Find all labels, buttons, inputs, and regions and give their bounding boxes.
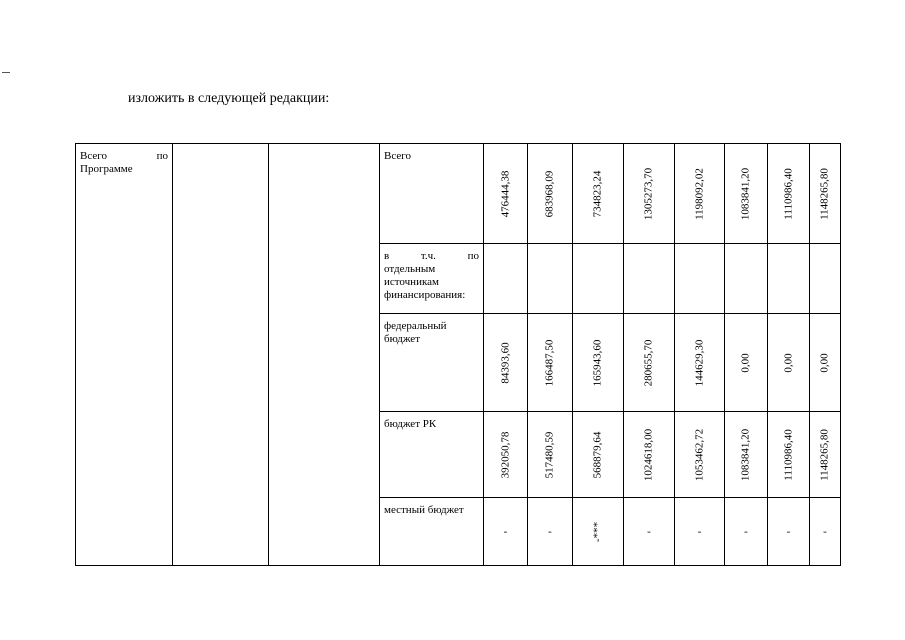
- value-text: -: [744, 525, 748, 537]
- value-text: 683968,09: [543, 170, 556, 217]
- value-text: 1148265,80: [818, 428, 831, 481]
- value-text: 0,00: [782, 352, 794, 373]
- value-cell: [725, 314, 768, 412]
- value-text: 1083841,20: [739, 428, 752, 481]
- program-label-cell: [76, 144, 173, 566]
- value-text: -***: [591, 521, 604, 542]
- value-text: 517480,59: [543, 431, 556, 478]
- subheader-word: по: [467, 250, 479, 262]
- subheader-line: источникам: [384, 276, 439, 288]
- value-cell: [675, 498, 725, 566]
- value-text: 392050,78: [499, 431, 511, 478]
- value-cell: [573, 144, 624, 244]
- value-text: 1110986,40: [782, 428, 794, 481]
- value-cell: [768, 498, 810, 566]
- value-cell: [528, 314, 573, 412]
- value-cell: [528, 498, 573, 566]
- value-text: 144629,30: [693, 339, 705, 386]
- value-text: 84393,60: [499, 341, 511, 384]
- source-cell-regional: бюджет РК: [380, 412, 484, 498]
- value-text: -: [647, 525, 651, 537]
- value-text: 476444,38: [499, 170, 511, 217]
- empty-value-cell: [624, 244, 675, 314]
- value-cell: [624, 412, 675, 498]
- empty-value-cell: [768, 244, 810, 314]
- value-cell: [768, 314, 810, 412]
- budget-table: [75, 143, 841, 566]
- source-cell-federal: федеральный бюджет: [380, 314, 484, 412]
- empty-value-cell: [725, 244, 768, 314]
- value-cell: [624, 314, 675, 412]
- value-text: 1053462,72: [693, 428, 705, 481]
- value-text: -: [823, 525, 827, 537]
- value-cell: [573, 314, 624, 412]
- value-cell: [810, 144, 841, 244]
- value-text: 1110986,40: [782, 167, 794, 220]
- value-text: 734823,24: [591, 170, 604, 217]
- subheader-word: т.ч.: [420, 250, 436, 262]
- program-label-word-2: по: [156, 150, 168, 162]
- value-cell: [484, 412, 528, 498]
- program-label-word-1: Всего: [80, 150, 107, 162]
- value-text: 1148265,80: [818, 167, 831, 220]
- subheader-line: финансирования:: [384, 289, 466, 301]
- value-cell: [484, 144, 528, 244]
- scan-artifact-dash: [2, 72, 10, 73]
- empty-cell-b: [269, 144, 380, 566]
- value-text: -: [697, 525, 702, 537]
- value-cell: [484, 498, 528, 566]
- empty-value-cell: [484, 244, 528, 314]
- value-cell: [725, 144, 768, 244]
- empty-value-cell: [675, 244, 725, 314]
- value-cell: [810, 498, 841, 566]
- intro-text: изложить в следующей редакции:: [128, 91, 330, 106]
- value-cell: [768, 412, 810, 498]
- value-cell: [624, 144, 675, 244]
- subheader-line: отдельным: [384, 263, 436, 275]
- value-cell: [810, 412, 841, 498]
- value-cell: [675, 412, 725, 498]
- table-row-total: [76, 144, 841, 244]
- value-text: 1083841,20: [739, 167, 752, 220]
- program-label-word-3: Программе: [80, 163, 133, 175]
- value-cell: [528, 144, 573, 244]
- value-text: 1305273,70: [642, 167, 655, 220]
- value-text: 280655,70: [642, 339, 655, 386]
- value-text: 1024618,00: [642, 428, 655, 481]
- source-cell-subheader: [380, 244, 484, 314]
- source-cell-total: Всего: [380, 144, 484, 244]
- value-text: -: [503, 525, 508, 537]
- empty-value-cell: [810, 244, 841, 314]
- value-cell: [768, 144, 810, 244]
- value-cell: [725, 498, 768, 566]
- value-text: 166487,50: [543, 339, 556, 386]
- value-cell: [573, 412, 624, 498]
- value-text: 0,00: [739, 352, 752, 373]
- subheader-word: в: [384, 250, 390, 262]
- value-text: 568879,64: [591, 431, 604, 478]
- value-text: 0,00: [818, 352, 831, 373]
- value-cell: [675, 144, 725, 244]
- value-text: 1198092,02: [693, 167, 705, 220]
- empty-value-cell: [573, 244, 624, 314]
- value-text: -: [786, 525, 791, 537]
- value-cell: [675, 314, 725, 412]
- value-text: -: [548, 525, 552, 537]
- value-cell: [528, 412, 573, 498]
- value-cell: [725, 412, 768, 498]
- empty-value-cell: [528, 244, 573, 314]
- source-cell-local: местный бюджет: [380, 498, 484, 566]
- value-text: 165943,60: [591, 339, 604, 386]
- value-cell: [810, 314, 841, 412]
- value-cell: [484, 314, 528, 412]
- value-cell: [624, 498, 675, 566]
- empty-cell-a: [173, 144, 269, 566]
- value-cell: [573, 498, 624, 566]
